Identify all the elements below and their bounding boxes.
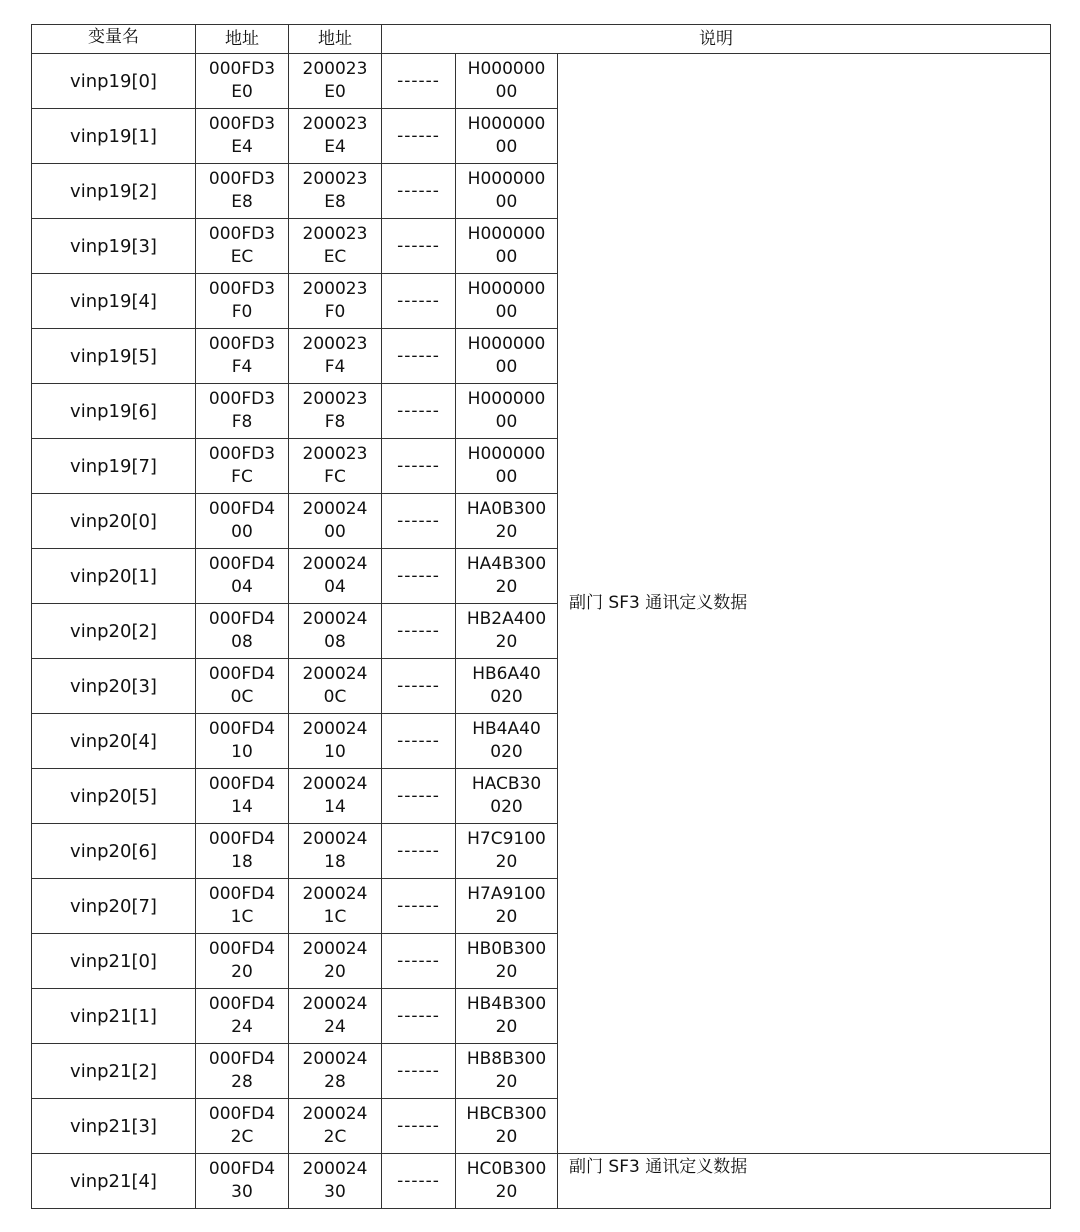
- address-2-cell: [289, 879, 382, 934]
- address-2-cell-line: 200024: [302, 829, 368, 849]
- variable-address-table: [31, 24, 1051, 1209]
- value-cell: [456, 1099, 558, 1154]
- address-1-cell: [196, 659, 289, 714]
- value-cell-line: 20: [495, 852, 518, 872]
- address-2-cell: [289, 824, 382, 879]
- placeholder-dash-cell: ------: [382, 1099, 456, 1154]
- placeholder-dash-cell: ------: [382, 274, 456, 329]
- address-1-cell-line: 00: [231, 522, 253, 542]
- address-1-cell-line: 0C: [230, 687, 254, 707]
- address-1-cell-line: 000FD3: [208, 334, 276, 354]
- table-header-row: [32, 25, 1051, 54]
- address-1-cell: [196, 1154, 289, 1209]
- address-2-cell: [289, 109, 382, 164]
- placeholder-dash-cell: ------: [382, 659, 456, 714]
- value-cell: [456, 1044, 558, 1099]
- value-cell-line: H000000: [467, 169, 546, 189]
- address-1-cell-line: 1C: [230, 907, 254, 927]
- address-1-cell: [196, 219, 289, 274]
- address-1-cell-line: 000FD4: [208, 609, 276, 629]
- address-2-cell-line: 200024: [302, 994, 368, 1014]
- placeholder-dash-cell: ------: [382, 1044, 456, 1099]
- address-1-cell-line: 000FD4: [208, 829, 276, 849]
- address-2-cell-line: 200024: [302, 884, 368, 904]
- value-cell-line: HA4B300: [466, 554, 547, 574]
- variable-name-cell: vinp19[5]: [32, 329, 196, 384]
- value-cell-line: 20: [495, 907, 518, 927]
- address-2-cell-line: 200024: [302, 499, 368, 519]
- address-1-cell-line: 000FD3: [208, 389, 276, 409]
- variable-name-cell: vinp19[1]: [32, 109, 196, 164]
- address-2-cell-line: 200024: [302, 664, 368, 684]
- address-1-cell: [196, 549, 289, 604]
- value-cell-line: 00: [495, 192, 518, 212]
- value-cell-line: 20: [495, 632, 518, 652]
- address-1-cell-line: FC: [231, 467, 253, 487]
- address-2-cell-line: 200024: [302, 939, 368, 959]
- address-2-cell-line: E0: [324, 82, 346, 102]
- value-cell-line: 20: [495, 522, 518, 542]
- address-2-cell-line: E8: [324, 192, 346, 212]
- address-1-cell: [196, 879, 289, 934]
- address-1-cell-line: 000FD3: [208, 444, 276, 464]
- address-2-cell: [289, 439, 382, 494]
- value-cell: [456, 109, 558, 164]
- placeholder-dash-cell: ------: [382, 769, 456, 824]
- address-1-cell-line: 000FD4: [208, 1104, 276, 1124]
- value-cell-line: 20: [495, 1182, 518, 1202]
- address-2-cell: [289, 54, 382, 109]
- value-cell-line: HB4A40: [472, 719, 541, 739]
- address-2-cell: [289, 219, 382, 274]
- placeholder-dash-cell: ------: [382, 54, 456, 109]
- variable-name-cell: vinp20[5]: [32, 769, 196, 824]
- address-2-cell-line: 200023: [302, 59, 368, 79]
- variable-name-cell: vinp20[4]: [32, 714, 196, 769]
- value-cell: [456, 494, 558, 549]
- address-1-cell-line: E4: [231, 137, 253, 157]
- value-cell-line: 20: [495, 1127, 518, 1147]
- address-2-cell-line: FC: [324, 467, 346, 487]
- address-2-cell: [289, 1154, 382, 1209]
- address-1-cell-line: E8: [231, 192, 253, 212]
- address-1-cell: [196, 604, 289, 659]
- address-1-cell-line: 18: [231, 852, 253, 872]
- address-1-cell-line: 000FD4: [208, 719, 276, 739]
- address-2-cell: [289, 1044, 382, 1099]
- address-2-cell-line: 20: [324, 962, 346, 982]
- address-1-cell: [196, 824, 289, 879]
- address-2-cell-line: EC: [323, 247, 347, 267]
- address-1-cell-line: 20: [231, 962, 253, 982]
- address-1-cell: [196, 109, 289, 164]
- placeholder-dash-cell: ------: [382, 164, 456, 219]
- address-1-cell-line: 000FD4: [208, 939, 276, 959]
- table-body: [32, 54, 1051, 1209]
- address-2-cell: [289, 659, 382, 714]
- value-cell: [456, 659, 558, 714]
- address-1-cell-line: 000FD4: [208, 1049, 276, 1069]
- address-2-cell-line: 04: [324, 577, 346, 597]
- address-1-cell-line: 000FD3: [208, 59, 276, 79]
- variable-name-cell: vinp19[7]: [32, 439, 196, 494]
- value-cell: [456, 54, 558, 109]
- value-cell: [456, 604, 558, 659]
- address-2-cell-line: 200023: [302, 224, 368, 244]
- variable-name-cell: vinp19[4]: [32, 274, 196, 329]
- variable-name-cell: vinp20[1]: [32, 549, 196, 604]
- value-cell-line: HACB30: [471, 774, 542, 794]
- value-cell-line: 00: [495, 357, 518, 377]
- value-cell-line: HB8B300: [466, 1049, 547, 1069]
- address-2-cell-line: 1C: [323, 907, 347, 927]
- address-1-cell-line: E0: [231, 82, 253, 102]
- placeholder-dash-cell: ------: [382, 219, 456, 274]
- address-2-cell-line: 200024: [302, 1104, 368, 1124]
- value-cell-line: HB6A40: [472, 664, 541, 684]
- address-2-cell-line: 200023: [302, 114, 368, 134]
- address-2-cell: [289, 714, 382, 769]
- value-cell-line: H000000: [467, 334, 546, 354]
- value-cell-line: HBCB300: [466, 1104, 547, 1124]
- placeholder-dash-cell: ------: [382, 879, 456, 934]
- placeholder-dash-cell: ------: [382, 989, 456, 1044]
- value-cell-line: H000000: [467, 224, 546, 244]
- address-1-cell-line: 000FD3: [208, 224, 276, 244]
- value-cell-line: 00: [495, 467, 518, 487]
- variable-name-cell: vinp21[2]: [32, 1044, 196, 1099]
- address-1-cell-line: 000FD4: [208, 1159, 276, 1179]
- value-cell-line: HC0B300: [466, 1159, 547, 1179]
- variable-name-cell: vinp19[2]: [32, 164, 196, 219]
- address-1-cell: [196, 164, 289, 219]
- description-cell: 副门 SF3 通讯定义数据: [558, 1154, 1051, 1209]
- placeholder-dash-cell: ------: [382, 549, 456, 604]
- address-2-cell-line: F4: [324, 357, 346, 377]
- address-1-cell: [196, 1099, 289, 1154]
- value-cell: [456, 164, 558, 219]
- address-1-cell-line: F8: [231, 412, 253, 432]
- value-cell-line: H000000: [467, 389, 546, 409]
- address-1-cell-line: 10: [231, 742, 253, 762]
- address-1-cell-line: 000FD3: [208, 169, 276, 189]
- address-1-cell-line: 14: [231, 797, 253, 817]
- address-2-cell-line: 200023: [302, 169, 368, 189]
- placeholder-dash-cell: ------: [382, 439, 456, 494]
- header-variable-name: 变量名: [32, 25, 196, 54]
- variable-name-cell: vinp20[0]: [32, 494, 196, 549]
- variable-name-cell: vinp20[6]: [32, 824, 196, 879]
- address-2-cell: [289, 164, 382, 219]
- variable-name-cell: vinp21[4]: [32, 1154, 196, 1209]
- variable-name-cell: vinp21[3]: [32, 1099, 196, 1154]
- value-cell-line: H000000: [467, 59, 546, 79]
- address-1-cell: [196, 989, 289, 1044]
- value-cell-line: 00: [495, 412, 518, 432]
- header-address-2: 地址: [289, 25, 382, 54]
- address-1-cell: [196, 1044, 289, 1099]
- value-cell-line: HB4B300: [466, 994, 547, 1014]
- address-2-cell: [289, 1099, 382, 1154]
- address-2-cell: [289, 934, 382, 989]
- address-2-cell-line: 200023: [302, 279, 368, 299]
- value-cell: [456, 934, 558, 989]
- address-1-cell: [196, 329, 289, 384]
- value-cell: [456, 274, 558, 329]
- placeholder-dash-cell: ------: [382, 714, 456, 769]
- value-cell: [456, 824, 558, 879]
- placeholder-dash-cell: ------: [382, 109, 456, 164]
- table-row: [32, 1154, 1051, 1209]
- address-1-cell-line: 000FD4: [208, 884, 276, 904]
- value-cell-line: 00: [495, 302, 518, 322]
- value-cell-line: 00: [495, 137, 518, 157]
- address-2-cell-line: 10: [324, 742, 346, 762]
- value-cell-line: 00: [495, 82, 518, 102]
- address-1-cell: [196, 384, 289, 439]
- placeholder-dash-cell: ------: [382, 329, 456, 384]
- description-cell: 副门 SF3 通讯定义数据: [558, 54, 1051, 1154]
- address-1-cell: [196, 494, 289, 549]
- value-cell-line: 20: [495, 962, 518, 982]
- value-cell: [456, 989, 558, 1044]
- address-2-cell-line: 30: [324, 1182, 346, 1202]
- address-2-cell-line: F8: [324, 412, 346, 432]
- address-2-cell-line: 24: [324, 1017, 346, 1037]
- value-cell-line: 00: [495, 247, 518, 267]
- address-2-cell: [289, 989, 382, 1044]
- value-cell-line: 20: [495, 1017, 518, 1037]
- address-1-cell: [196, 714, 289, 769]
- value-cell: [456, 384, 558, 439]
- address-2-cell: [289, 769, 382, 824]
- address-2-cell-line: 200023: [302, 389, 368, 409]
- address-2-cell-line: 200023: [302, 334, 368, 354]
- variable-name-cell: vinp20[3]: [32, 659, 196, 714]
- address-1-cell-line: EC: [230, 247, 254, 267]
- variable-name-cell: vinp20[7]: [32, 879, 196, 934]
- placeholder-dash-cell: ------: [382, 384, 456, 439]
- variable-name-cell: vinp19[0]: [32, 54, 196, 109]
- address-1-cell-line: 000FD3: [208, 279, 276, 299]
- address-2-cell-line: 18: [324, 852, 346, 872]
- address-1-cell: [196, 274, 289, 329]
- address-1-cell: [196, 769, 289, 824]
- address-2-cell-line: 2C: [323, 1127, 347, 1147]
- address-1-cell-line: 04: [231, 577, 253, 597]
- address-2-cell-line: 200024: [302, 774, 368, 794]
- address-1-cell-line: F0: [231, 302, 253, 322]
- value-cell: [456, 714, 558, 769]
- address-2-cell-line: 200024: [302, 719, 368, 739]
- address-1-cell-line: 24: [231, 1017, 253, 1037]
- value-cell: [456, 329, 558, 384]
- address-1-cell: [196, 934, 289, 989]
- address-1-cell-line: 000FD4: [208, 499, 276, 519]
- address-1-cell-line: 000FD4: [208, 664, 276, 684]
- address-2-cell-line: E4: [324, 137, 346, 157]
- value-cell-line: H000000: [467, 444, 546, 464]
- value-cell-line: H7A9100: [467, 884, 546, 904]
- address-1-cell-line: 28: [231, 1072, 253, 1092]
- header-description: 说明: [382, 25, 1051, 54]
- value-cell-line: H000000: [467, 279, 546, 299]
- address-2-cell-line: 200024: [302, 1159, 368, 1179]
- address-2-cell-line: 200023: [302, 444, 368, 464]
- address-2-cell: [289, 494, 382, 549]
- value-cell: [456, 219, 558, 274]
- value-cell: [456, 769, 558, 824]
- address-2-cell-line: F0: [324, 302, 346, 322]
- address-1-cell-line: 000FD4: [208, 554, 276, 574]
- address-1-cell-line: 2C: [230, 1127, 254, 1147]
- address-2-cell: [289, 384, 382, 439]
- address-1-cell-line: 000FD4: [208, 994, 276, 1014]
- address-2-cell-line: 28: [324, 1072, 346, 1092]
- address-2-cell: [289, 329, 382, 384]
- address-1-cell-line: 000FD4: [208, 774, 276, 794]
- address-2-cell: [289, 549, 382, 604]
- placeholder-dash-cell: ------: [382, 824, 456, 879]
- address-1-cell-line: 08: [231, 632, 253, 652]
- value-cell: [456, 879, 558, 934]
- address-1-cell: [196, 439, 289, 494]
- address-2-cell-line: 0C: [323, 687, 347, 707]
- value-cell-line: HA0B300: [466, 499, 547, 519]
- address-2-cell-line: 200024: [302, 1049, 368, 1069]
- address-2-cell-line: 14: [324, 797, 346, 817]
- address-2-cell-line: 200024: [302, 554, 368, 574]
- value-cell: [456, 439, 558, 494]
- value-cell-line: 20: [495, 1072, 518, 1092]
- table-row: [32, 54, 1051, 109]
- placeholder-dash-cell: ------: [382, 604, 456, 659]
- variable-name-cell: vinp20[2]: [32, 604, 196, 659]
- placeholder-dash-cell: ------: [382, 934, 456, 989]
- address-1-cell-line: 30: [231, 1182, 253, 1202]
- value-cell: [456, 1154, 558, 1209]
- variable-name-cell: vinp21[0]: [32, 934, 196, 989]
- address-2-cell-line: 200024: [302, 609, 368, 629]
- value-cell-line: 020: [490, 742, 523, 762]
- variable-name-cell: vinp19[3]: [32, 219, 196, 274]
- address-2-cell-line: 00: [324, 522, 346, 542]
- value-cell-line: 020: [490, 687, 523, 707]
- value-cell: [456, 549, 558, 604]
- value-cell-line: H7C9100: [467, 829, 546, 849]
- variable-name-cell: vinp21[1]: [32, 989, 196, 1044]
- value-cell-line: H000000: [467, 114, 546, 134]
- address-2-cell: [289, 274, 382, 329]
- address-1-cell-line: 000FD3: [208, 114, 276, 134]
- value-cell-line: 20: [495, 577, 518, 597]
- address-1-cell-line: F4: [231, 357, 253, 377]
- placeholder-dash-cell: ------: [382, 494, 456, 549]
- header-address-1: 地址: [196, 25, 289, 54]
- placeholder-dash-cell: ------: [382, 1154, 456, 1209]
- variable-name-cell: vinp19[6]: [32, 384, 196, 439]
- address-2-cell: [289, 604, 382, 659]
- value-cell-line: HB2A400: [466, 609, 547, 629]
- value-cell-line: 020: [490, 797, 523, 817]
- value-cell-line: HB0B300: [466, 939, 547, 959]
- address-2-cell-line: 08: [324, 632, 346, 652]
- address-1-cell: [196, 54, 289, 109]
